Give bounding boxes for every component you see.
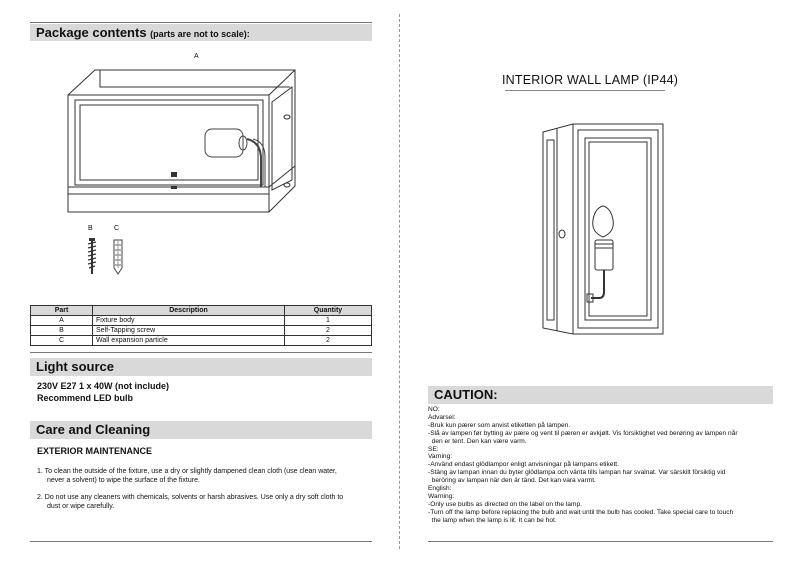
caution-text: [428, 406, 773, 525]
package-contents-header: [30, 24, 372, 41]
screw-icon: [86, 238, 98, 278]
label-b: B: [88, 225, 93, 232]
care-cleaning-header: [30, 421, 372, 439]
caution-line: -Stäng av lampan innan du byter glödlampa och vänta tills lampan har svalnat. Var särskilt försiktig vid: [428, 469, 726, 477]
table-row: [31, 316, 372, 326]
care-item-2: [37, 493, 377, 511]
wall-lamp-illustration: [533, 122, 668, 342]
caution-line: NO:: [428, 406, 440, 413]
parts-table: [30, 305, 372, 346]
caution-line: -Använd endast glödlampor enligt anvisningar på lampans etikett.: [428, 461, 619, 469]
care-item-2-line-2: dust or wipe carefully.: [47, 503, 115, 510]
fixture-body-illustration: [55, 62, 305, 222]
package-contents-title: Package contents: [36, 25, 147, 40]
wall-plug-icon: [112, 238, 124, 276]
care-item-2-line-1: 2. Do not use any cleaners with chemicals, solvents or harsh abrasives. Use only a dry soft cloth to: [37, 494, 344, 501]
caution-line: -Turn off the lamp before replacing the bulb and wait until the bulb has cooled. Take special care to touch: [428, 508, 734, 516]
caution-line: den er tent. Den kan være varm.: [428, 437, 527, 445]
care-item-1-line-2: never a solvent) to wipe the surface of the fixture.: [47, 477, 200, 484]
caution-line: Warning:: [428, 492, 455, 500]
cell-quantity: 1: [285, 316, 372, 326]
caution-line: the lamp when the lamp is lit. It can be hot.: [428, 516, 557, 524]
care-cleaning-title: Care and Cleaning: [36, 422, 151, 437]
care-item-1-line-1: 1. To clean the outside of the fixture, use a dry or slightly dampened clean cloth (use clean water,: [37, 468, 337, 475]
bottom-rule-left: [30, 541, 372, 542]
caution-line: -Only use bulbs as directed on the label on the lamp.: [428, 500, 582, 508]
column-header-part: Part: [31, 306, 93, 316]
caution-title: CAUTION:: [434, 387, 498, 402]
caution-line: -Slå av lampen før bytting av pære og vent til pæren er avkjølt. Vis forsiktighet ved berøring av lampen når: [428, 429, 738, 437]
title-underline: [505, 90, 665, 91]
bottom-rule-right: [428, 541, 773, 542]
caution-header: [428, 386, 773, 404]
package-contents-subtitle: (parts are not to scale):: [150, 29, 250, 39]
cell-description: Self-Tapping screw: [93, 326, 285, 336]
care-item-1: [37, 467, 377, 485]
light-source-title: Light source: [36, 359, 115, 374]
table-row: [31, 326, 372, 336]
label-c: C: [114, 225, 120, 232]
label-a: A: [194, 53, 199, 60]
caution-line: beröring av lampan när den är tänd. Det kan vara varmt.: [428, 477, 596, 485]
cell-quantity: 2: [285, 336, 372, 346]
column-header-quantity: Quantity: [285, 306, 372, 316]
cell-description: Wall expansion particle: [93, 336, 285, 346]
caution-line: Varning:: [428, 453, 453, 461]
exterior-maintenance-subtitle: EXTERIOR MAINTENANCE: [37, 446, 153, 456]
light-source-spec: 230V E27 1 x 40W (not include): [37, 381, 170, 391]
top-rule: [30, 22, 372, 23]
light-source-recommendation: Recommend LED bulb: [37, 393, 134, 403]
cell-part: B: [31, 326, 93, 336]
caution-line: -Bruk kun pærer som anvist etiketten på lampen.: [428, 421, 571, 429]
table-header-row: [31, 306, 372, 316]
light-source-header: [30, 358, 372, 376]
caution-line: SE:: [428, 445, 439, 453]
product-title: INTERIOR WALL LAMP (IP44): [502, 73, 679, 87]
cell-part: C: [31, 336, 93, 346]
divider: [30, 352, 372, 353]
cell-part: A: [31, 316, 93, 326]
cell-quantity: 2: [285, 326, 372, 336]
page-fold-line: [399, 14, 400, 549]
column-header-description: Description: [93, 306, 285, 316]
caution-line: Advarsel:: [428, 413, 456, 421]
table-row: [31, 336, 372, 346]
caution-line: English:: [428, 485, 452, 493]
cell-description: Fixture body: [93, 316, 285, 326]
